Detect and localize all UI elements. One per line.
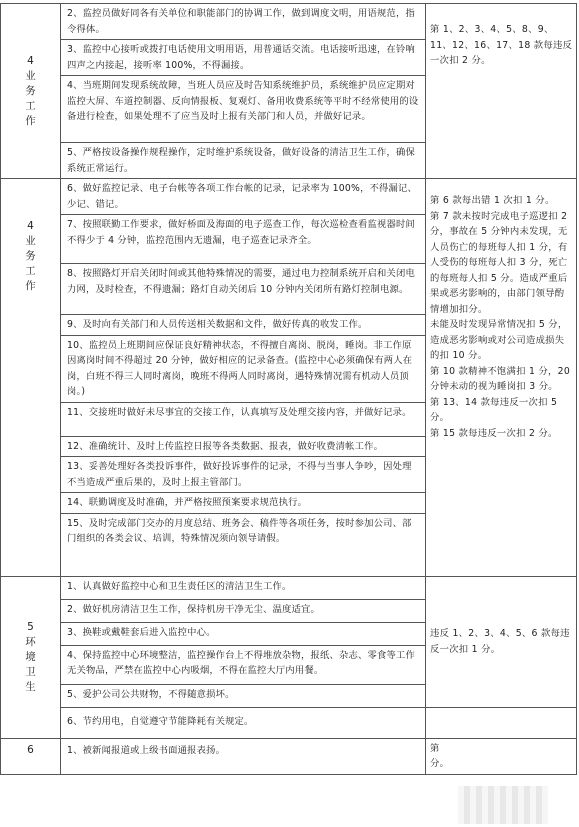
item-cell: 5、严格按设备操作规程操作，定时维护系统设备，做好设备的清洁卫生工作，确保系统正常运行。 bbox=[61, 143, 426, 179]
item-cell: 14、联勤调度及时准确，并严格按照预案要求规范执行。 bbox=[61, 493, 426, 514]
item-cell: 6、做好监控记录、电子台帐等各项工作台帐的记录，记录率为 100%，不得漏记、少记、错记。 bbox=[61, 179, 426, 215]
category-cell bbox=[1, 576, 61, 738]
note-cell bbox=[426, 738, 577, 774]
category-char: 务 bbox=[25, 84, 36, 97]
category-cell bbox=[1, 4, 61, 179]
note-paragraph: 第 10 款精神不饱满扣 1 分，20 分钟未动的视为睡岗扣 3 分。 bbox=[430, 365, 571, 392]
item-cell: 2、做好机房清洁卫生工作，保持机房干净无尘、温度适宜。 bbox=[61, 599, 426, 622]
note-paragraph: 第 13、14 款每违反一次扣 5 分。 bbox=[430, 396, 558, 423]
item-cell: 12、准确统计、及时上传监控日报等各类数据、报表，做好收费清帐工作。 bbox=[61, 436, 426, 457]
item-cell: 1、被新闻报道或上级书面通报表扬。 bbox=[61, 738, 426, 774]
item-cell: 6、节约用电，自觉遵守节能降耗有关规定。 bbox=[61, 707, 426, 738]
category-char: 境 bbox=[25, 650, 36, 663]
note-paragraph: 未能及时发现异常情况扣 5 分，造成恶劣影响或对公司造成损失的扣 10 分。 bbox=[430, 319, 568, 361]
category-char: 业 bbox=[25, 235, 36, 247]
note-cell bbox=[426, 576, 577, 707]
category-char: 6 bbox=[27, 743, 34, 756]
blurred-watermark bbox=[458, 786, 548, 824]
category-char: 5 bbox=[27, 620, 34, 633]
category-char: 环 bbox=[25, 635, 36, 648]
table-row bbox=[1, 4, 577, 40]
note-cell bbox=[426, 179, 577, 577]
item-cell: 5、爱护公司公共财物，不得随意损坏。 bbox=[61, 684, 426, 707]
item-cell: 11、交接班时做好未尽事宜的交接工作，认真填写及处理交接内容，并做好记录。 bbox=[61, 402, 426, 436]
item-cell: 9、及时向有关部门和人员传送相关数据和文件，做好传真的收发工作。 bbox=[61, 315, 426, 336]
item-cell: 2、监控员做好同各有关单位和职能部门的协调工作，做到调度文明，用语规范，指令得体。 bbox=[61, 4, 426, 40]
note-cell bbox=[426, 4, 577, 179]
item-cell: 8、按照路灯开启关闭时间或其他特殊情况的需要，通过电力控制系统开启和关闭电力网，及时检查，不得遗漏；路灯自动关闭后 10 分钟内关闭所有路灯控制电源。 bbox=[61, 264, 426, 315]
category-char: 工 bbox=[25, 265, 36, 277]
category-char: 生 bbox=[25, 680, 36, 693]
note-paragraph: 第 1、2、3、4、5、8、9、11、12、16、17、18 款每违反一次扣 2 分。 bbox=[430, 24, 573, 66]
category-char: 卫 bbox=[25, 665, 36, 678]
note-cell-empty bbox=[426, 707, 577, 738]
table-row bbox=[1, 576, 577, 599]
category-char: 作 bbox=[25, 280, 36, 292]
table-row bbox=[1, 738, 577, 774]
table-row bbox=[1, 707, 577, 738]
note-paragraph: 第 15 款每违反一次扣 2 分。 bbox=[430, 427, 558, 439]
item-cell: 1、认真做好监控中心和卫生责任区的清洁卫生工作。 bbox=[61, 576, 426, 599]
category-cell bbox=[1, 179, 61, 577]
category-char: 业 bbox=[25, 69, 36, 82]
item-cell: 3、监控中心接听或拨打电话使用文明用语，用普通话交流。电话接听迅速，在铃响四声之内接起，接听率 100%，不得漏接。 bbox=[61, 40, 426, 76]
category-char: 务 bbox=[25, 250, 36, 262]
category-char: 作 bbox=[25, 114, 36, 127]
category-char: 4 bbox=[27, 220, 34, 232]
note-paragraph: 第 bbox=[430, 742, 440, 754]
item-cell: 7、按照联勤工作要求，做好桥面及海面的电子巡查工作，每次巡检查看监视器时间不得少于 4 分钟，监控范围内无遗漏，电子巡查记录齐全。 bbox=[61, 215, 426, 264]
item-cell: 15、及时完成部门交办的月度总结、班务会、稿件等各项任务，按时参加公司、部门组织的各类会议、培训，特殊情况须向领导请假。 bbox=[61, 513, 426, 576]
category-cell bbox=[1, 738, 61, 774]
item-cell: 3、换鞋或戴鞋套后进入监控中心。 bbox=[61, 622, 426, 645]
note-paragraph: 第 7 款未按时完成电子巡逻扣 2 分，事故在 5 分钟内未发现，无人员伤亡的每班每人扣 1 分，有人受伤的每班每人扣 3 分，死亡的每班每人扣 5 分。造成严重后果或恶劣影响的，由部门领导酌情增加扣分。 bbox=[430, 210, 568, 315]
note-paragraph: 违反 1、2、3、4、5、6 款每违反一次扣 1 分。 bbox=[430, 628, 570, 655]
category-char: 工 bbox=[25, 99, 36, 112]
item-cell: 10、监控员上班期间应保证良好精神状态，不得擅自离岗、脱岗，睡岗。非工作原因离岗时间不得超过 20 分钟，做好相应的记录备查。(监控中心必须确保有两人在岗，白班不得三人同时离岗，晚班不得两人同时离岗，遇特殊情况需有机动人员顶岗。) bbox=[61, 335, 426, 402]
table-row bbox=[1, 179, 577, 215]
item-cell: 13、妥善处理好各类投诉事件，做好投诉事件的记录，不得与当事人争吵，因处理不当造成严重后果的，及时上报主管部门。 bbox=[61, 457, 426, 493]
assessment-table bbox=[0, 3, 577, 775]
item-cell: 4、保持监控中心环境整洁，监控操作台上不得堆放杂物，报纸、杂志、零食等工作无关物品，严禁在监控中心内吸烟，不得在监控大厅内用餐。 bbox=[61, 645, 426, 684]
note-paragraph: 分。 bbox=[430, 758, 450, 769]
item-cell: 4、当班期间发现系统故障，当班人员应及时告知系统维护员，系统维护员应定期对监控大屏、车道控制器、反向情报板、复观灯、备用收费系统等平时不经常使用的设备进行检查，如果处理不了应当及时上报有关部门和人员，并做好记录。 bbox=[61, 76, 426, 143]
category-char: 4 bbox=[27, 54, 34, 67]
note-paragraph: 第 6 款每出错 1 次扣 1 分。 bbox=[430, 195, 555, 206]
